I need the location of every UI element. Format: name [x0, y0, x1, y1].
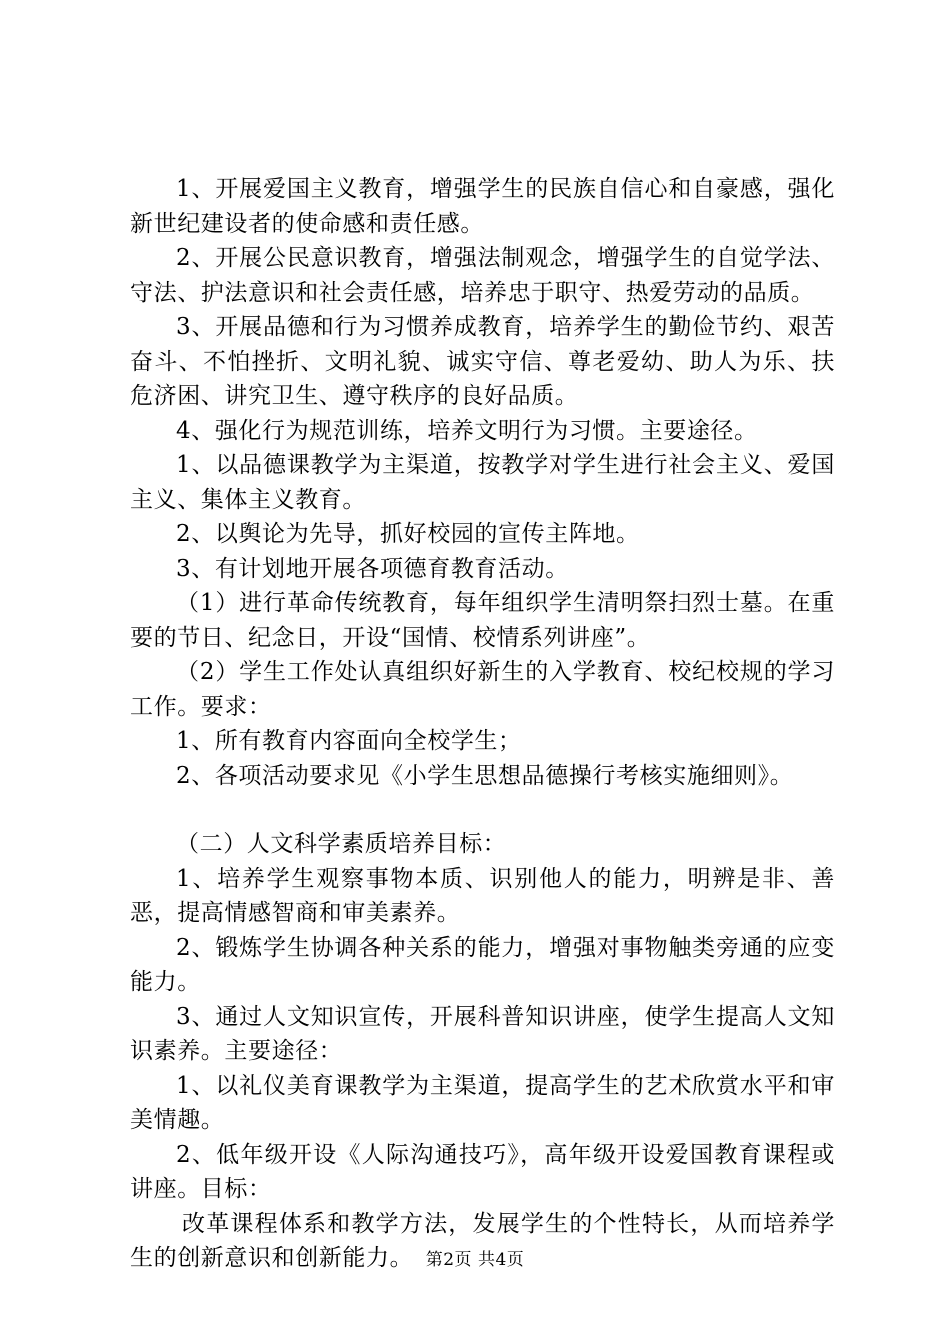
- section-heading: （二）人文科学素质培养目标：: [176, 831, 507, 857]
- paragraph: 3、通过人文知识宣传，开展科普知识讲座，使学生提高人文知识素养。主要途径：: [130, 1003, 835, 1064]
- paragraph: 1、以品德课教学为主渠道，按教学对学生进行社会主义、爱国主义、集体主义教育。: [130, 452, 835, 513]
- paragraph: 1、开展爱国主义教育，增强学生的民族自信心和自豪感，强化新世纪建设者的使命感和责任感。: [130, 176, 835, 237]
- paragraph: 2、锻炼学生协调各种关系的能力，增强对事物触类旁通的应变能力。: [130, 934, 835, 995]
- paragraph: 1、以礼仪美育课教学为主渠道，提高学生的艺术欣赏水平和审美情趣。: [130, 1072, 835, 1133]
- paragraph: 4、强化行为规范训练，培养文明行为习惯。主要途径。: [176, 417, 758, 444]
- paragraph: 3、有计划地开展各项德育教育活动。: [176, 555, 569, 582]
- paragraph: 1、培养学生观察事物本质、识别他人的能力，明辨是非、善恶，提高情感智商和审美素养。: [130, 865, 835, 926]
- document-body: [130, 172, 835, 1276]
- paragraph: 1、所有教育内容面向全校学生；: [176, 728, 522, 754]
- paragraph: 3、开展品德和行为习惯养成教育，培养学生的勤俭节约、艰苦奋斗、不怕挫折、文明礼貌、诚实守信、尊老爱幼、助人为乐、扶危济困、讲究卫生、遵守秩序的良好品质。: [130, 314, 835, 409]
- section-spacer: [130, 793, 835, 827]
- paragraph: 2、低年级开设《人际沟通技巧》，高年级开设爱国教育课程或讲座。目标：: [130, 1141, 835, 1202]
- paragraph: （1）进行革命传统教育，每年组织学生清明祭扫烈士墓。在重要的节日、纪念日，开设“国情、校情系列讲座”。: [130, 590, 835, 651]
- page-footer: 第2页 共4页: [425, 1250, 525, 1270]
- paragraph: 改革课程体系和教学方法，发展学生的个性特长，从而培养学生的创新意识和创新能力。: [130, 1210, 835, 1271]
- paragraph: （2）学生工作处认真组织好新生的入学教育、校纪校规的学习工作。要求：: [130, 659, 835, 720]
- paragraph: 2、以舆论为先导，抓好校园的宣传主阵地。: [176, 521, 640, 547]
- paragraph: 2、开展公民意识教育，增强法制观念，增强学生的自觉学法、守法、护法意识和社会责任感，培养忠于职守、热爱劳动的品质。: [130, 245, 835, 306]
- paragraph: 2、各项活动要求见《小学生思想品德操行考核实施细则》。: [176, 762, 794, 789]
